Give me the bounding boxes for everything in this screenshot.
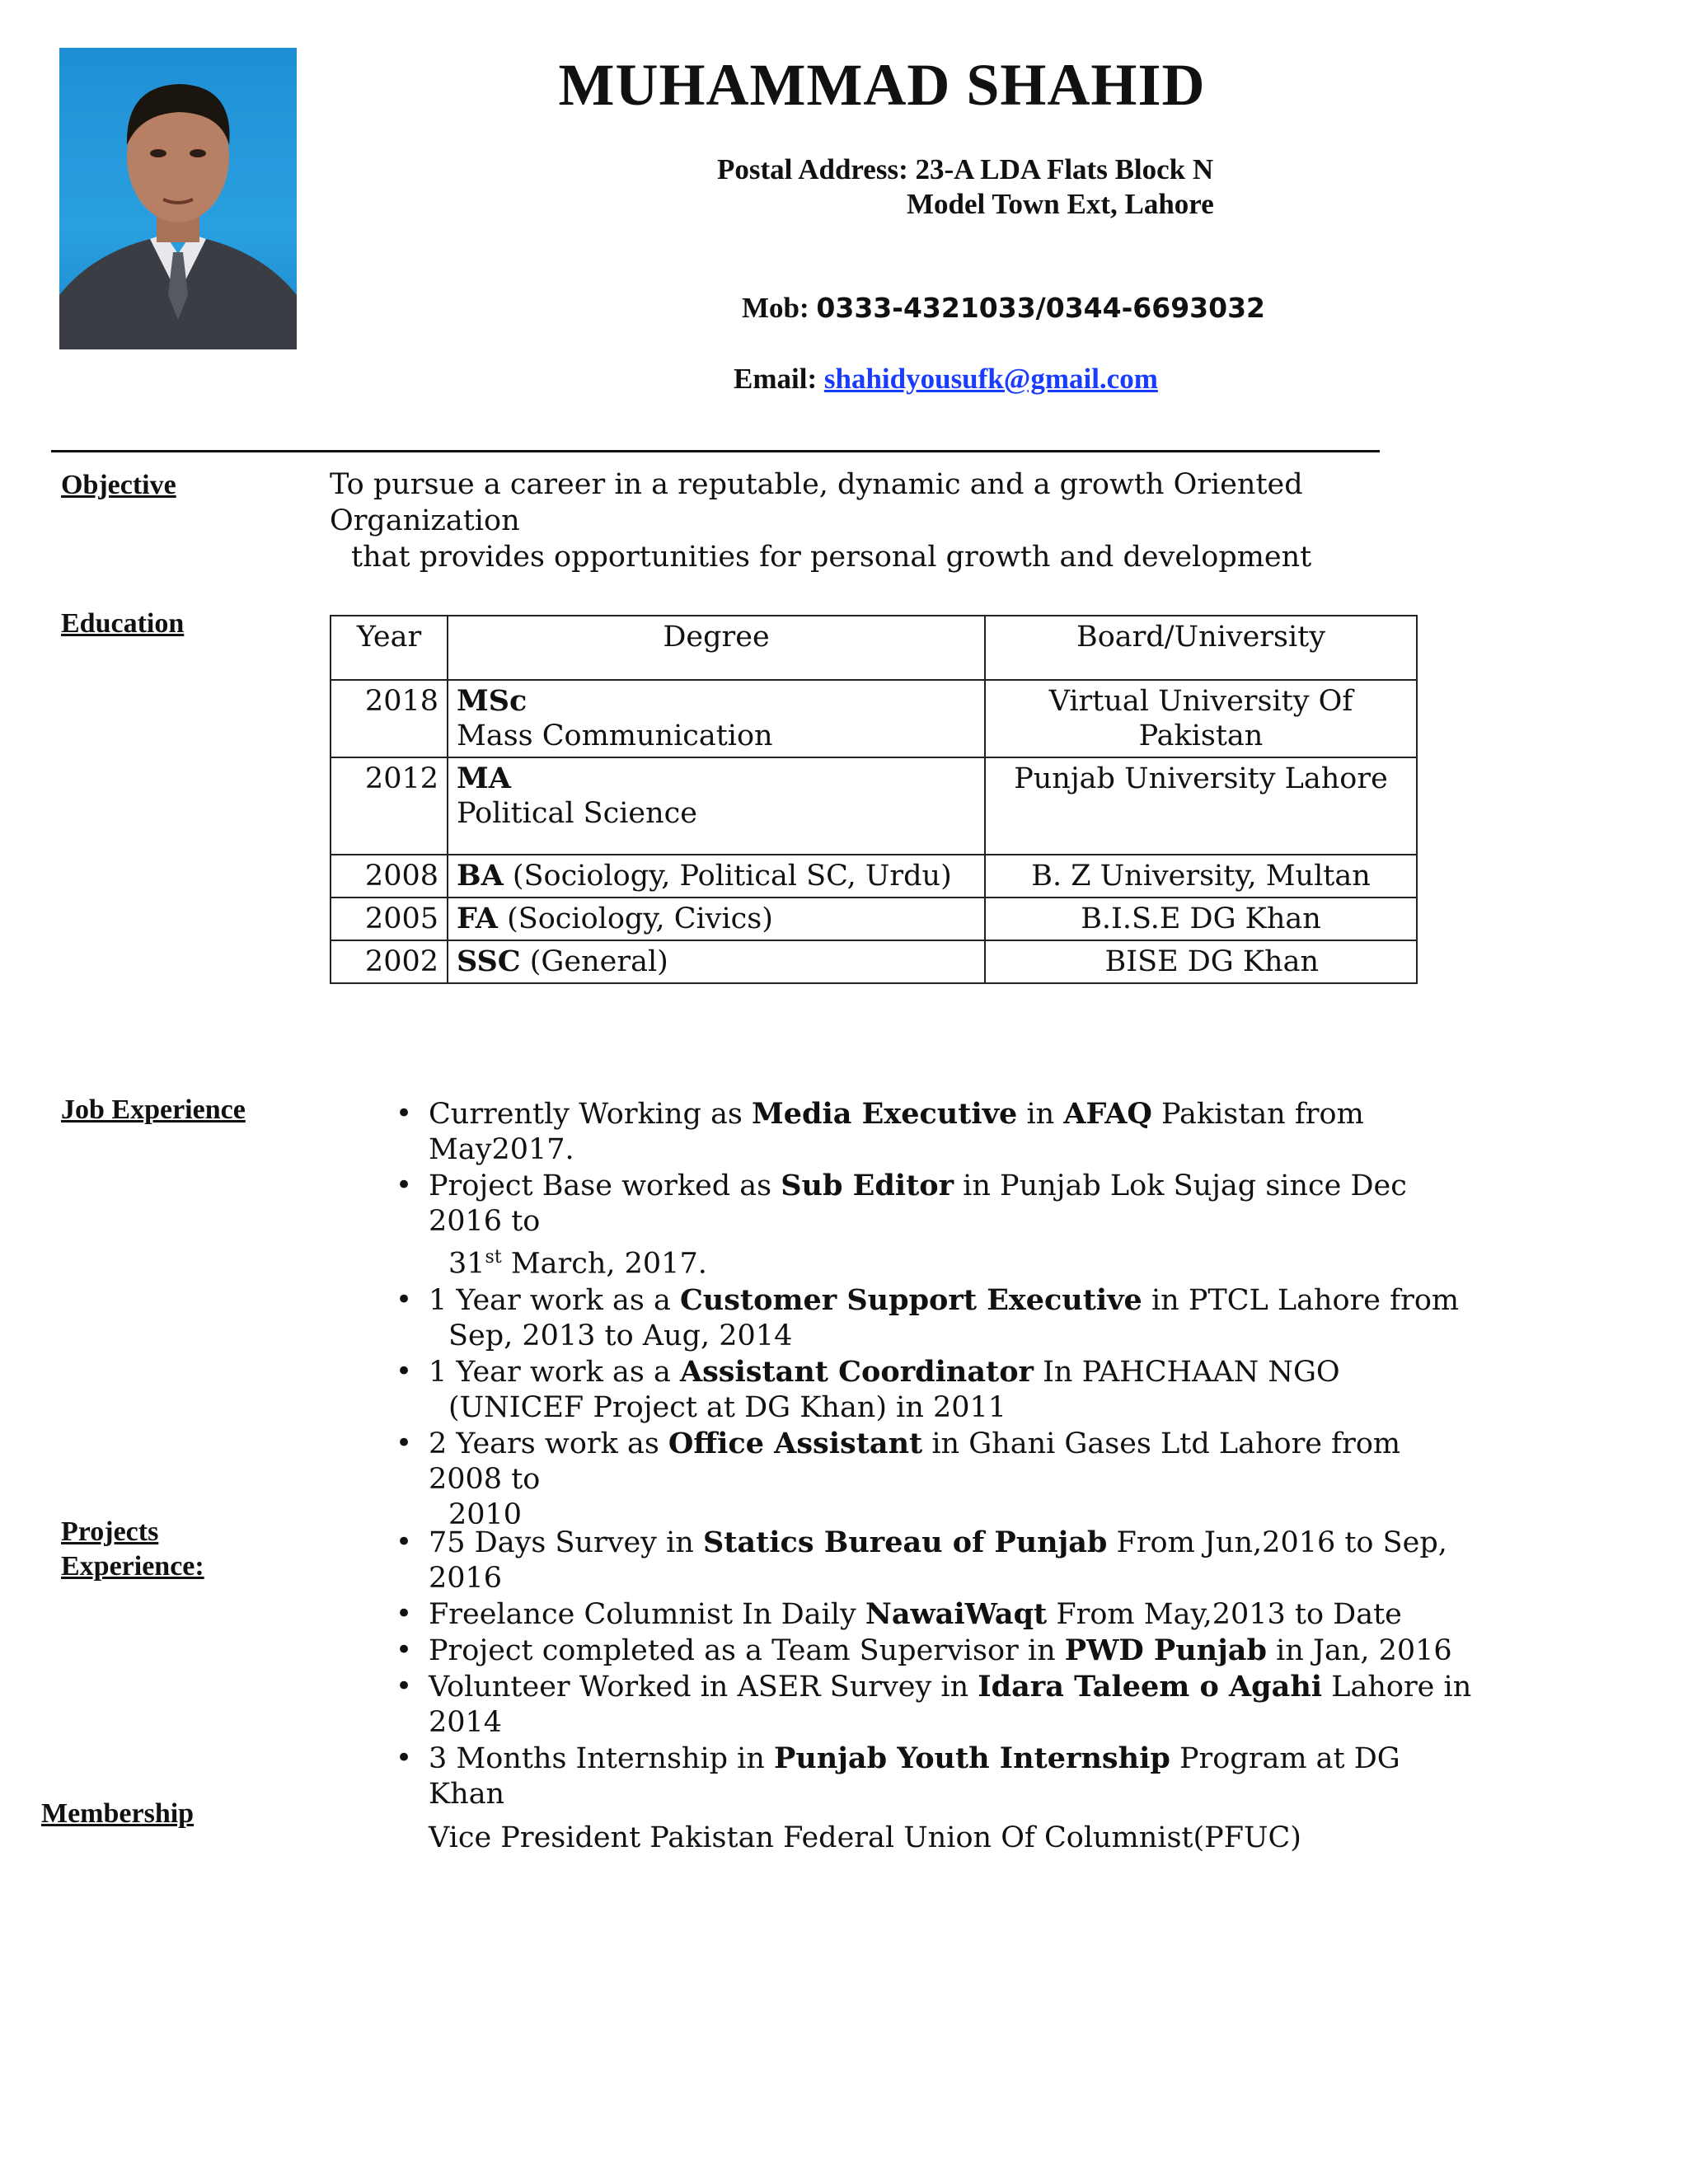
mobile-label: Mob: [742,292,809,324]
table-row [331,940,1417,983]
job-experience-heading: Job Experience [61,1094,246,1125]
cell-year: 2018 [331,680,448,757]
table-row [331,855,1417,898]
header-degree: Degree [448,616,985,680]
education-heading: Education [61,608,185,639]
list-item: • 1 Year work as a Customer Support Executive in PTCL Lahore from Sep, 2013 to Aug, 2014 [396,1282,1467,1354]
cell-degree [448,855,985,898]
mobile-value: 0333-4321033/0344-6693032 [816,292,1266,324]
cell-degree [448,757,985,855]
table-row [331,680,1417,757]
header-board: Board/University [985,616,1417,680]
table-row [331,898,1417,940]
list-item: • Volunteer Worked in ASER Survey in Idara Taleem o Agahi Lahore in 2014 [396,1669,1484,1741]
objective-text [330,466,1434,575]
membership-heading: Membership [41,1798,195,1829]
education-header-row [331,616,1417,680]
header-divider [51,450,1380,452]
degree-detail: (Sociology, Political SC, Urdu) [503,860,952,893]
list-item: • Project completed as a Team Supervisor in PWD Punjab in Jan, 2016 [396,1633,1484,1669]
list-item: • 1 Year work as a Assistant Coordinator In PAHCHAAN NGO (UNICEF Project at DG Khan) in 2011 [396,1354,1467,1426]
degree-name: BA [457,859,504,893]
email-link[interactable]: shahidyousufk@gmail.com [823,363,1158,395]
cell-year: 2008 [331,855,448,898]
list-item: • 75 Days Survey in Statics Bureau of Punjab From Jun,2016 to Sep, 2016 [396,1525,1484,1596]
cell-board: B.I.S.E DG Khan [985,898,1417,940]
postal-address-line1: Postal Address: 23-A LDA Flats Block N [717,153,1214,185]
membership-text: Vice President Pakistan Federal Union Of Columnist(PFUC) [429,1821,1301,1854]
degree-name: MSc [457,684,528,718]
table-row [331,757,1417,855]
cell-year: 2002 [331,940,448,983]
projects-list [396,1525,1484,1812]
cell-board: BISE DG Khan [985,940,1417,983]
projects-heading: Projects Experience: [61,1516,204,1582]
profile-photo [59,48,297,349]
objective-line1: To pursue a career in a reputable, dynamic and a growth Oriented Organization [330,468,1303,537]
cell-degree [448,680,985,757]
list-item: • Freelance Columnist In Daily NawaiWaqt From May,2013 to Date [396,1596,1484,1633]
cell-degree [448,940,985,983]
degree-name: SSC [457,944,521,978]
postal-address-line2: Model Town Ext, Lahore [907,188,1214,220]
cell-year: 2012 [331,757,448,855]
mobile-number [742,292,1265,325]
list-item: • Currently Working as Media Executive in AFAQ Pakistan from May2017. [396,1096,1467,1168]
degree-detail: Mass Communication [457,719,773,752]
cell-board: Punjab University Lahore [985,757,1417,855]
header-year: Year [331,616,448,680]
list-item: • Project Base worked as Sub Editor in Punjab Lok Sujag since Dec 2016 to 31st March, 2017. [396,1168,1467,1282]
cell-degree [448,898,985,940]
degree-name: FA [457,902,498,935]
cell-board: B. Z University, Multan [985,855,1417,898]
list-item: • 3 Months Internship in Punjab Youth Internship Program at DG Khan [396,1741,1484,1812]
candidate-name: MUHAMMAD SHAHID [558,52,1206,118]
cell-year: 2005 [331,898,448,940]
degree-detail: Political Science [457,797,697,830]
email [734,363,1158,396]
degree-detail: (Sociology, Civics) [497,902,773,935]
job-experience-list [396,1096,1467,1533]
objective-line2: that provides opportunities for personal growth and development [351,541,1312,574]
education-table [330,615,1418,984]
cell-board: Virtual University Of Pakistan [985,680,1417,757]
objective-heading: Objective [61,470,176,500]
email-label: Email: [734,363,818,395]
list-item: • 2 Years work as Office Assistant in Ghani Gases Ltd Lahore from 2008 to 2010 [396,1426,1467,1533]
degree-name: MA [457,762,511,795]
degree-detail: (General) [520,945,668,978]
